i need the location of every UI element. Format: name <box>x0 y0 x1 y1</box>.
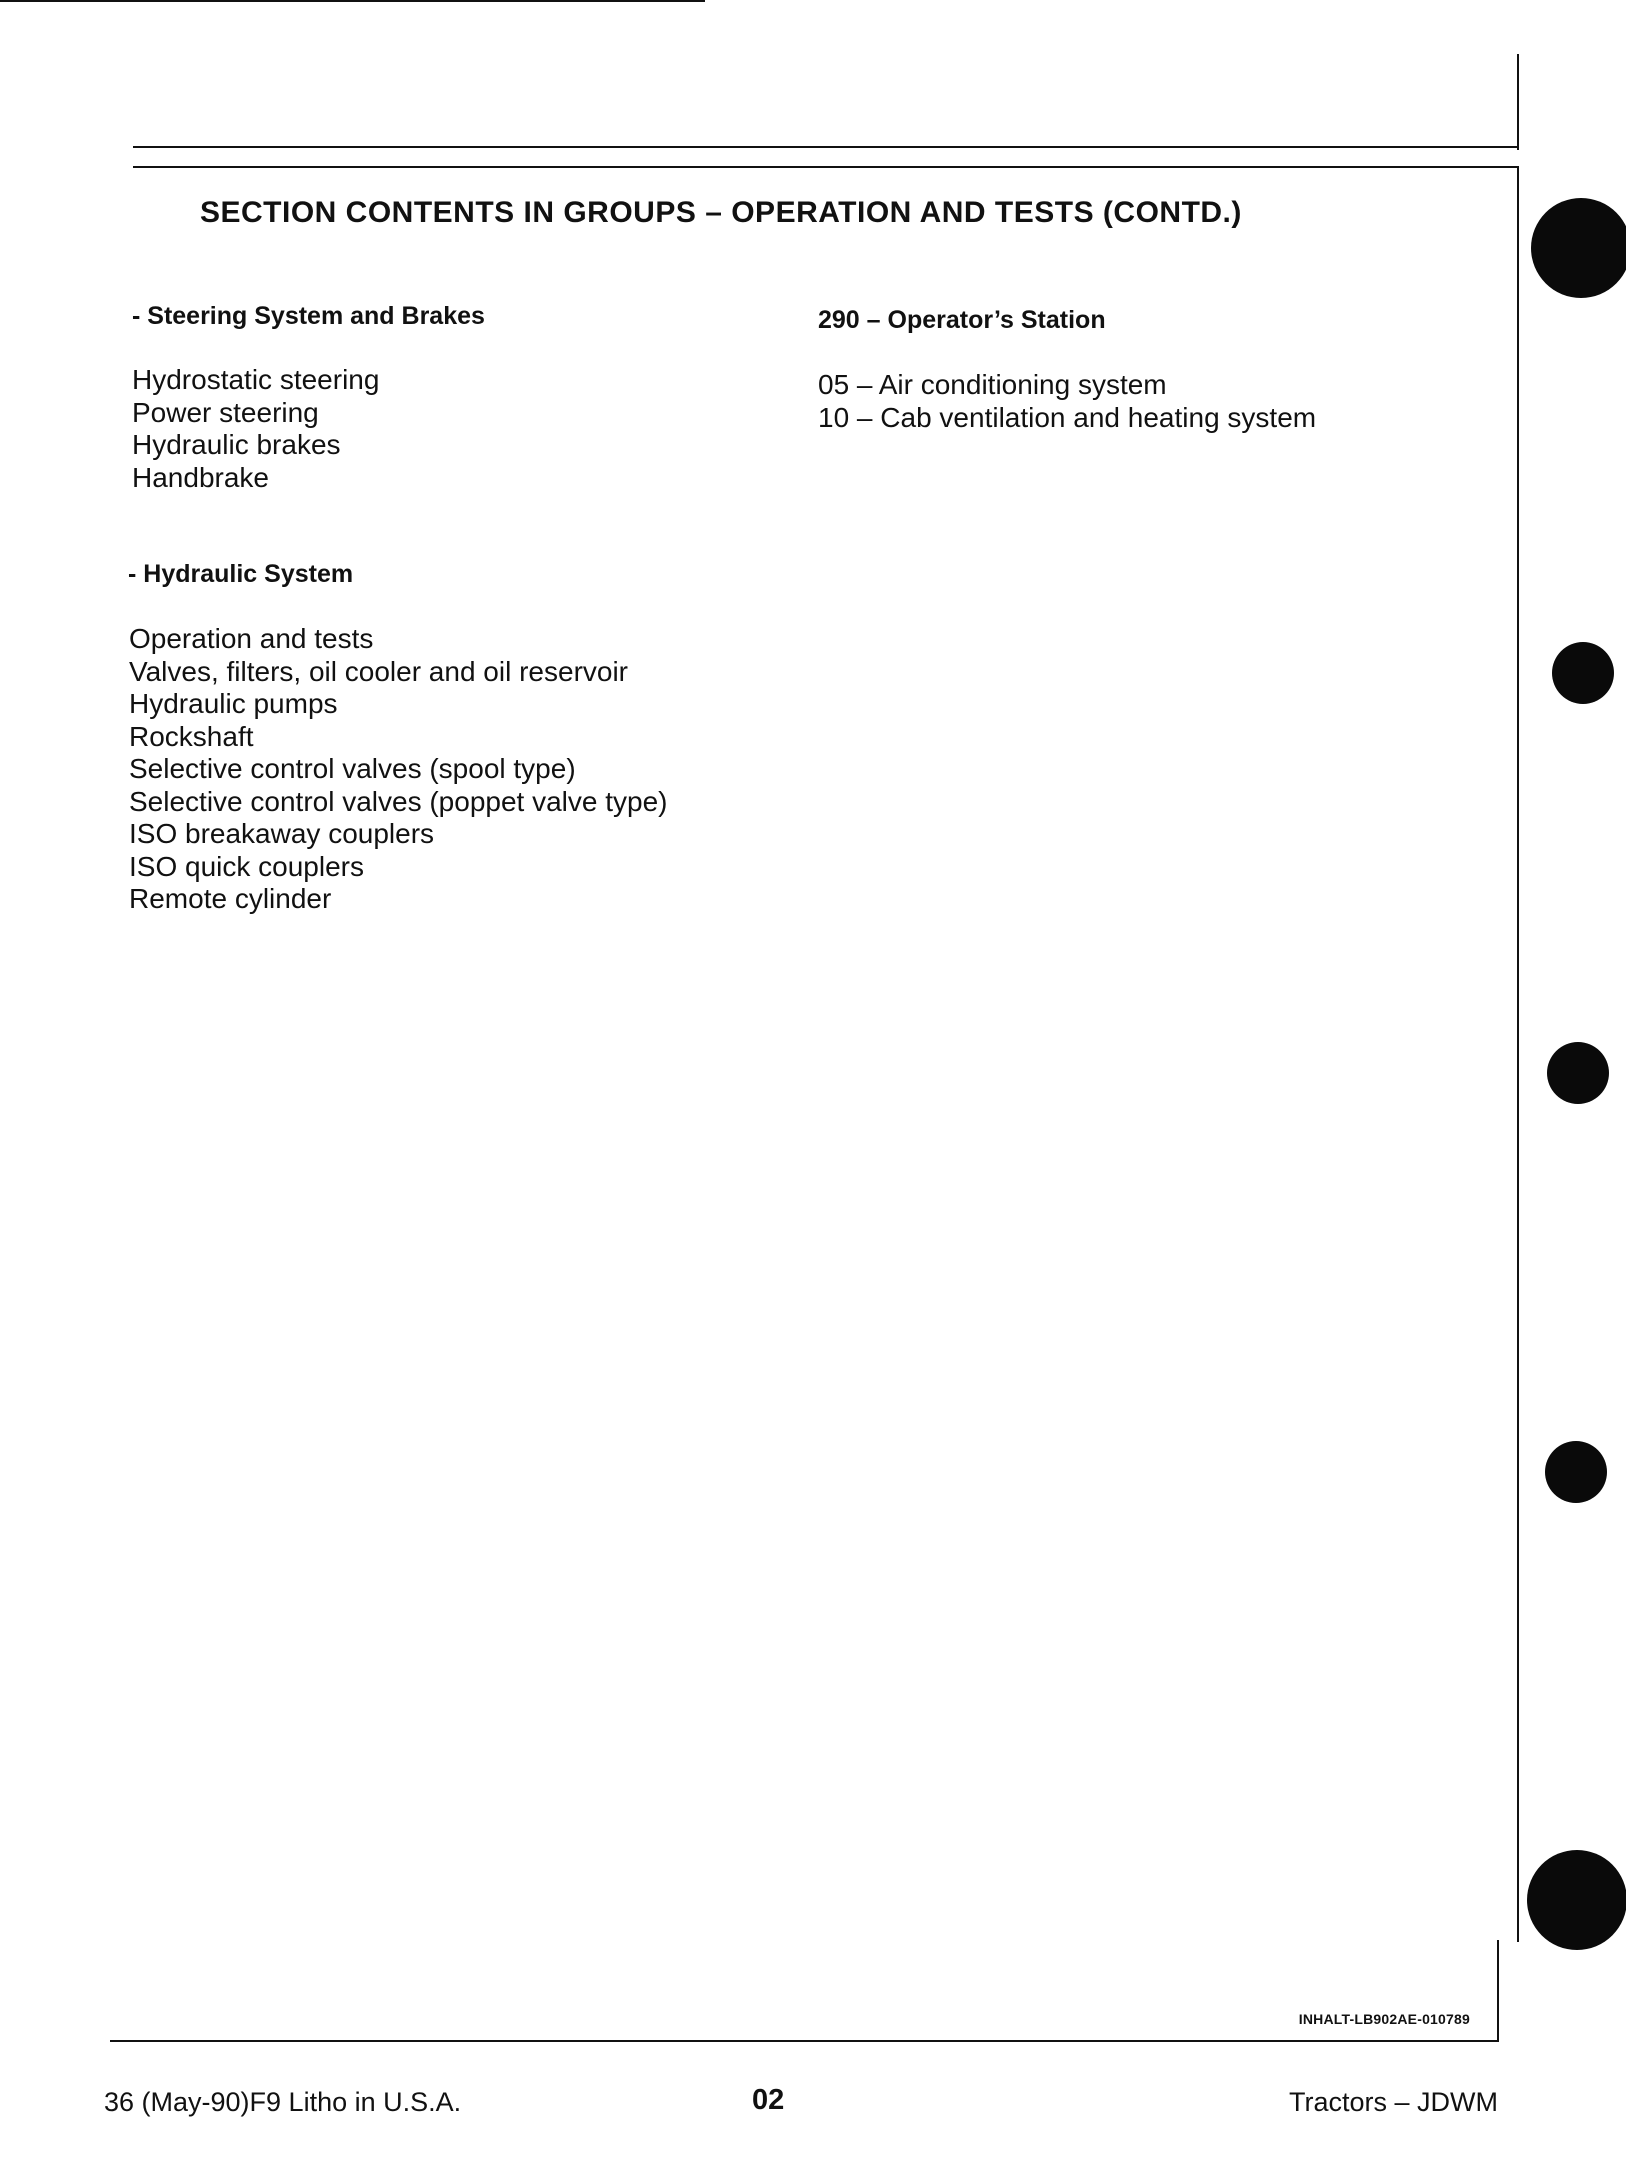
list-item: Hydraulic pumps <box>129 688 338 719</box>
list-item: Handbrake <box>132 461 269 493</box>
list-item: 10 – Cab ventilation and heating system <box>818 401 1317 433</box>
frame-top-rule <box>133 166 1519 168</box>
header-right-rule <box>1517 54 1519 150</box>
header-rule <box>133 146 1519 148</box>
punch-hole-3 <box>1547 1042 1609 1104</box>
list-item: Remote cylinder <box>129 883 332 914</box>
punch-hole-5 <box>1527 1850 1626 1950</box>
page-number: 02 <box>752 2084 785 2116</box>
punch-hole-2 <box>1552 642 1614 704</box>
list-item: Selective control valves (spool type) <box>129 753 576 784</box>
list-item: ISO breakaway couplers <box>129 818 435 849</box>
footer-print-info: 36 (May-90)F9 Litho in U.S.A. <box>104 2087 462 2117</box>
list-item: Hydrostatic steering <box>132 364 380 395</box>
footer-manual-title: Tractors – JDWM <box>1289 2087 1498 2117</box>
punch-hole-1 <box>1531 198 1626 298</box>
frame-right-rule <box>1517 168 1519 1942</box>
group-heading-operators-station: 290 – Operator’s Station <box>818 306 1106 334</box>
operators-station-items-list <box>818 369 1316 434</box>
document-id: INHALT-LB902AE-010789 <box>1298 2011 1470 2027</box>
group-heading-steering: - Steering System and Brakes <box>132 302 485 330</box>
steering-items-list <box>132 364 379 494</box>
list-item: Rockshaft <box>129 720 254 752</box>
footer-rule <box>110 2040 1498 2042</box>
list-item: Valves, filters, oil cooler and oil reservoir <box>129 655 629 687</box>
list-item: 05 – Air conditioning system <box>818 369 1167 400</box>
section-title: SECTION CONTENTS IN GROUPS – OPERATION AND TESTS (CONTD.) <box>200 196 1242 229</box>
list-item: Operation and tests <box>129 623 374 654</box>
frame-right-rule-lower <box>1497 1940 1499 2042</box>
list-item: Power steering <box>132 396 319 428</box>
group-heading-hydraulic: - Hydraulic System <box>128 560 354 588</box>
list-item: Selective control valves (poppet valve type) <box>129 785 668 817</box>
hydraulic-items-list <box>129 623 668 916</box>
punch-hole-4 <box>1545 1441 1607 1503</box>
list-item: ISO quick couplers <box>129 850 364 882</box>
top-edge-rule <box>0 0 705 2</box>
list-item: Hydraulic brakes <box>132 429 341 460</box>
